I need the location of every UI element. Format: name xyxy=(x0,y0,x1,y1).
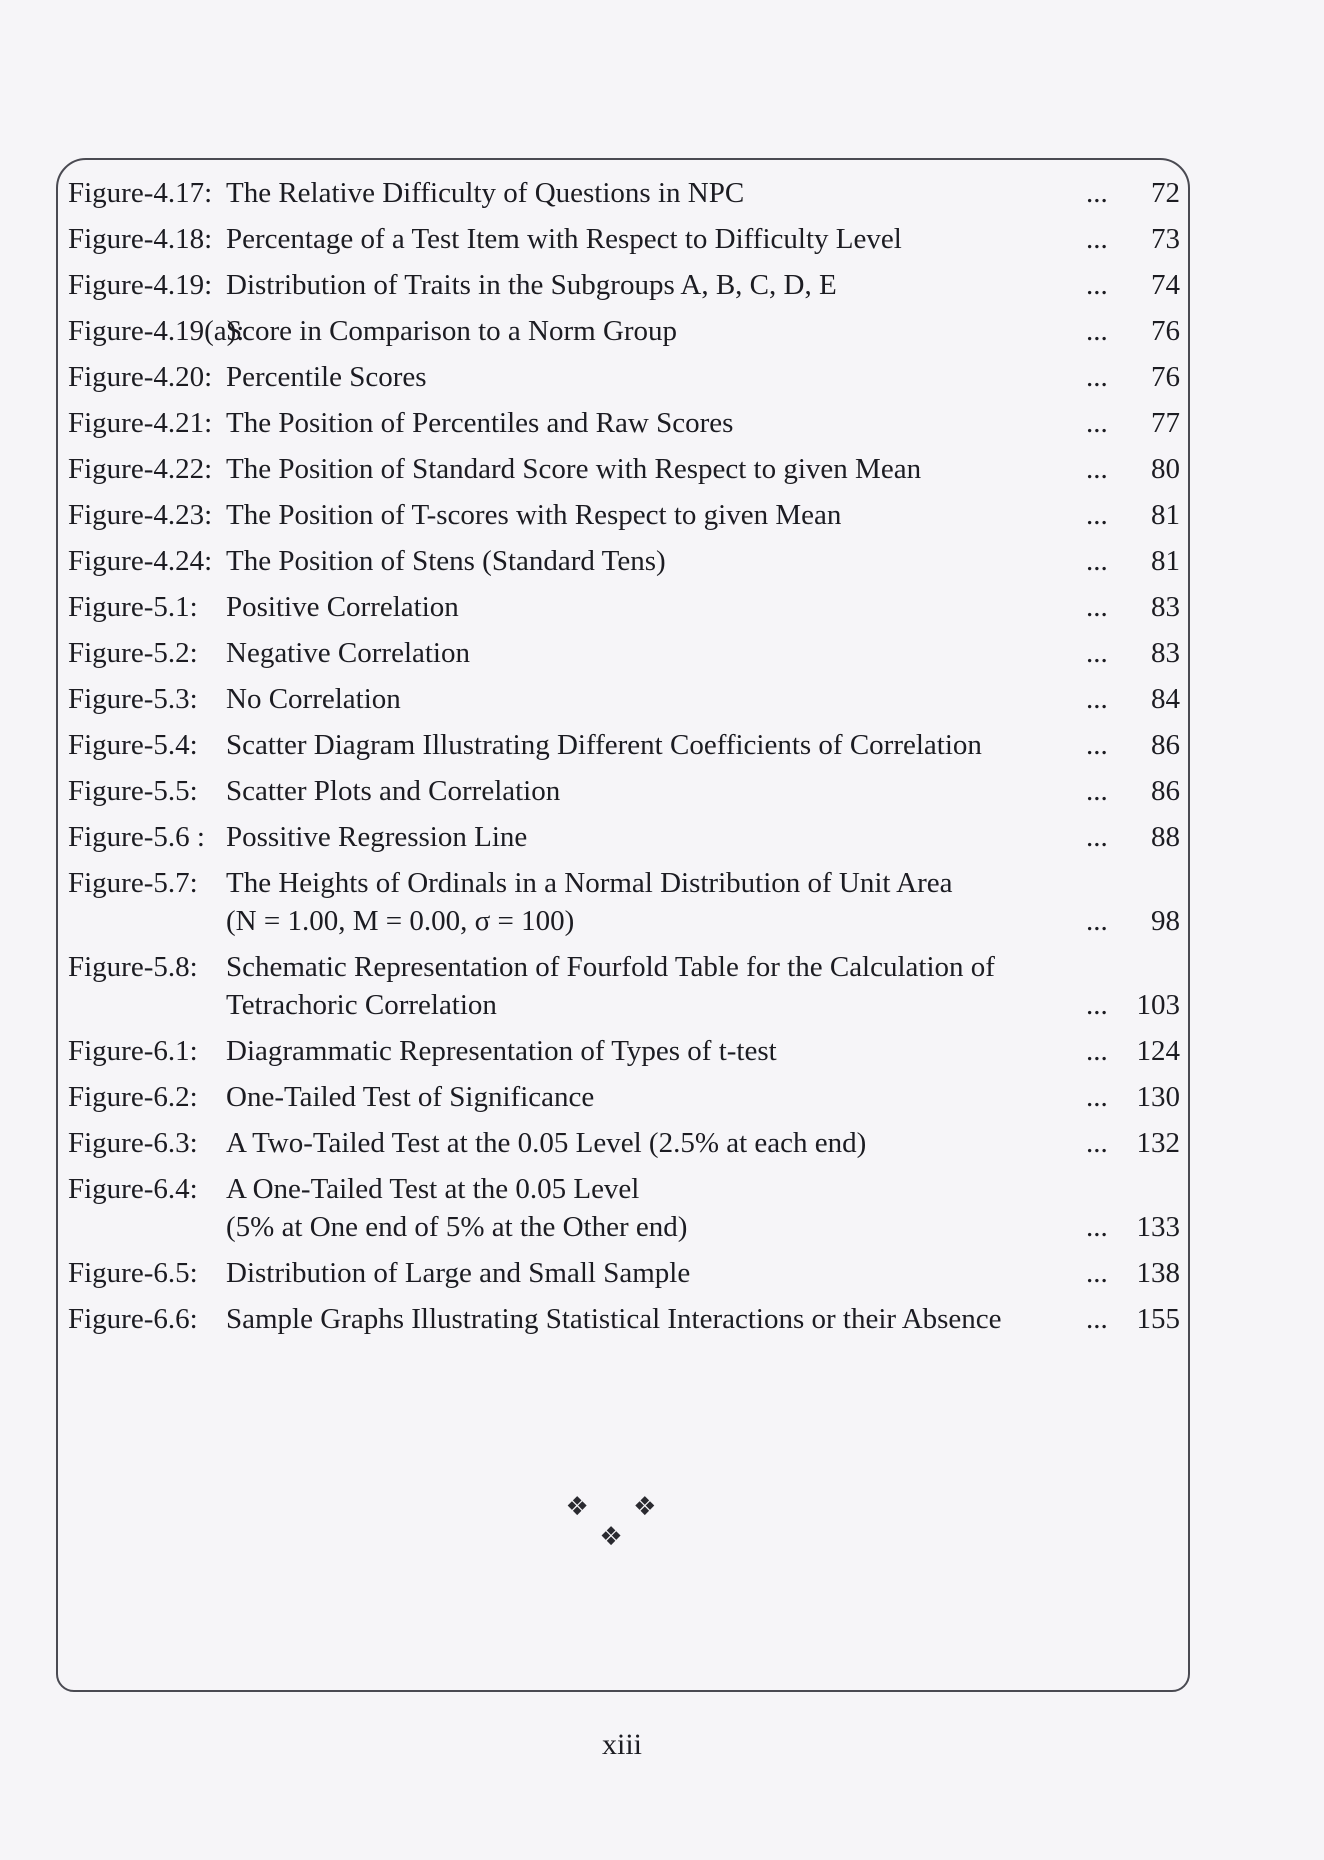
figure-title xyxy=(226,174,986,212)
leader-dots: ... xyxy=(1086,223,1108,255)
page-ref: 138 xyxy=(1136,1257,1180,1289)
leader-dots: ... xyxy=(1086,637,1108,669)
leader-dots: ... xyxy=(1086,1211,1108,1243)
figure-title-line: Possitive Regression Line xyxy=(226,821,528,853)
toc-entry[interactable] xyxy=(68,1254,1180,1292)
leader-dots: ... xyxy=(1086,729,1108,761)
toc-entry[interactable] xyxy=(68,634,1180,672)
figure-label: Figure-6.3: xyxy=(68,1127,198,1159)
figure-title xyxy=(226,266,986,304)
toc-entry[interactable] xyxy=(68,450,1180,488)
figure-title-line: Percentage of a Test Item with Respect to Difficulty Level xyxy=(226,223,902,255)
figure-title-line: The Position of Standard Score with Respect to given Mean xyxy=(226,453,922,485)
figure-title xyxy=(226,1254,986,1292)
figure-label: Figure-4.17: xyxy=(68,177,213,209)
section-ornament: ❖ ❖ ❖ xyxy=(565,1492,675,1552)
figure-title-line: The Relative Difficulty of Questions in NPC xyxy=(226,177,745,209)
page-ref: 132 xyxy=(1136,1127,1180,1159)
figure-title-line: Diagrammatic Representation of Types of t-test xyxy=(226,1035,777,1067)
figure-label: Figure-5.6 : xyxy=(68,821,205,853)
page-ref: 124 xyxy=(1136,1035,1180,1067)
figure-title-line: Positive Correlation xyxy=(226,591,459,623)
figure-label: Figure-5.1: xyxy=(68,591,198,623)
figure-title xyxy=(226,1124,986,1162)
figure-title-line: The Position of T-scores with Respect to given Mean xyxy=(226,499,842,531)
figure-label: Figure-5.2: xyxy=(68,637,198,669)
figure-label: Figure-6.1: xyxy=(68,1035,198,1067)
figure-title xyxy=(226,404,986,442)
leader-dots: ... xyxy=(1086,821,1108,853)
page-ref: 77 xyxy=(1151,407,1180,439)
figure-title xyxy=(226,1032,986,1070)
figure-label: Figure-6.6: xyxy=(68,1303,198,1335)
figure-title-line: Scatter Diagram Illustrating Different Coefficients of Correlation xyxy=(226,729,982,761)
leader-dots: ... xyxy=(1086,591,1108,623)
page-ref: 133 xyxy=(1136,1211,1180,1243)
toc-entry[interactable] xyxy=(68,1300,1180,1338)
list-of-figures xyxy=(68,174,1180,1346)
figure-title-line: (5% at One end of 5% at the Other end) xyxy=(226,1211,688,1243)
page-ref: 76 xyxy=(1151,315,1180,347)
toc-entry[interactable] xyxy=(68,588,1180,626)
leader-dots: ... xyxy=(1086,269,1108,301)
leader-dots: ... xyxy=(1086,1303,1108,1335)
figure-title xyxy=(226,1078,986,1116)
figure-title-line: Distribution of Large and Small Sample xyxy=(226,1257,691,1289)
page-ref: 98 xyxy=(1151,905,1180,937)
figure-label: Figure-4.22: xyxy=(68,453,213,485)
figure-title xyxy=(226,634,986,672)
leader-dots: ... xyxy=(1086,1127,1108,1159)
toc-entry[interactable] xyxy=(68,220,1180,258)
figure-title-line: Negative Correlation xyxy=(226,637,470,669)
figure-title xyxy=(226,450,986,488)
page-ref: 84 xyxy=(1151,683,1180,715)
leader-dots: ... xyxy=(1086,1035,1108,1067)
toc-entry[interactable] xyxy=(68,496,1180,534)
page-ref: 86 xyxy=(1151,729,1180,761)
page-ref: 83 xyxy=(1151,637,1180,669)
toc-entry[interactable] xyxy=(68,174,1180,212)
toc-entry[interactable] xyxy=(68,266,1180,304)
leader-dots: ... xyxy=(1086,361,1108,393)
figure-label: Figure-6.2: xyxy=(68,1081,198,1113)
toc-entry[interactable] xyxy=(68,864,1180,940)
leader-dots: ... xyxy=(1086,499,1108,531)
figure-label: Figure-4.18: xyxy=(68,223,213,255)
toc-entry[interactable] xyxy=(68,726,1180,764)
figure-title-line: A One-Tailed Test at the 0.05 Level xyxy=(226,1173,640,1205)
toc-entry[interactable] xyxy=(68,1170,1180,1246)
page-ref: 80 xyxy=(1151,453,1180,485)
page-ref: 103 xyxy=(1136,989,1180,1021)
figure-label: Figure-5.3: xyxy=(68,683,198,715)
figure-label: Figure-4.20: xyxy=(68,361,213,393)
leader-dots: ... xyxy=(1086,1081,1108,1113)
page-ref: 155 xyxy=(1136,1303,1180,1335)
figure-title-line: Scatter Plots and Correlation xyxy=(226,775,561,807)
figure-title-line: Percentile Scores xyxy=(226,361,427,393)
figure-title-line: The Heights of Ordinals in a Normal Distribution of Unit Area xyxy=(226,867,953,899)
figure-title-line: Distribution of Traits in the Subgroups A, B, C, D, E xyxy=(226,269,837,301)
figure-title-line: No Correlation xyxy=(226,683,401,715)
figure-label: Figure-4.21: xyxy=(68,407,213,439)
page-ref: 76 xyxy=(1151,361,1180,393)
figure-title xyxy=(226,1170,986,1246)
toc-entry[interactable] xyxy=(68,1032,1180,1070)
figure-title xyxy=(226,818,986,856)
figure-title-line: A Two-Tailed Test at the 0.05 Level (2.5% at each end) xyxy=(226,1127,867,1159)
figure-label: Figure-4.19(a): xyxy=(68,315,245,347)
page-ref: 86 xyxy=(1151,775,1180,807)
page-ref: 130 xyxy=(1136,1081,1180,1113)
leader-dots: ... xyxy=(1086,683,1108,715)
figure-label: Figure-5.7: xyxy=(68,867,198,899)
figure-title xyxy=(226,680,986,718)
figure-label: Figure-4.19: xyxy=(68,269,213,301)
leader-dots: ... xyxy=(1086,315,1108,347)
figure-title xyxy=(226,542,986,580)
leader-dots: ... xyxy=(1086,905,1108,937)
toc-entry[interactable] xyxy=(68,818,1180,856)
figure-title xyxy=(226,312,986,350)
toc-entry[interactable] xyxy=(68,948,1180,1024)
leader-dots: ... xyxy=(1086,177,1108,209)
figure-title xyxy=(226,1300,1002,1338)
leader-dots: ... xyxy=(1086,1257,1108,1289)
toc-entry[interactable] xyxy=(68,404,1180,442)
leader-dots: ... xyxy=(1086,453,1108,485)
toc-entry[interactable] xyxy=(68,1078,1180,1116)
figure-title xyxy=(226,496,986,534)
figure-title-line: The Position of Stens (Standard Tens) xyxy=(226,545,666,577)
toc-entry[interactable] xyxy=(68,358,1180,396)
figure-label: Figure-6.5: xyxy=(68,1257,198,1289)
figure-label: Figure-5.4: xyxy=(68,729,198,761)
figure-label: Figure-5.8: xyxy=(68,951,198,983)
figure-label: Figure-6.4: xyxy=(68,1173,198,1205)
figure-title-line: Schematic Representation of Fourfold Table for the Calculation of xyxy=(226,951,995,983)
leader-dots: ... xyxy=(1086,407,1108,439)
figure-title xyxy=(226,772,986,810)
figure-label: Figure-4.24: xyxy=(68,545,213,577)
leader-dots: ... xyxy=(1086,775,1108,807)
page-ref: 81 xyxy=(1151,499,1180,531)
page-ref: 74 xyxy=(1151,269,1180,301)
page-ref: 83 xyxy=(1151,591,1180,623)
figure-title xyxy=(226,864,986,940)
leader-dots: ... xyxy=(1086,989,1108,1021)
page-ref: 88 xyxy=(1151,821,1180,853)
figure-label: Figure-5.5: xyxy=(68,775,198,807)
figure-title-line: Score in Comparison to a Norm Group xyxy=(226,315,678,347)
figure-title-line: Tetrachoric Correlation xyxy=(226,989,497,1021)
figure-title xyxy=(226,726,986,764)
figure-title xyxy=(226,358,986,396)
toc-entry[interactable] xyxy=(68,680,1180,718)
figure-title-line: (N = 1.00, M = 0.00, σ = 100) xyxy=(226,905,575,937)
toc-entry[interactable] xyxy=(68,312,1180,350)
toc-entry[interactable] xyxy=(68,1124,1180,1162)
figure-title xyxy=(226,588,986,626)
page-number: xiii xyxy=(601,1728,642,1761)
figure-title xyxy=(226,948,995,1024)
page-ref: 81 xyxy=(1151,545,1180,577)
figure-label: Figure-4.23: xyxy=(68,499,213,531)
page-ref: 73 xyxy=(1151,223,1180,255)
toc-entry[interactable] xyxy=(68,542,1180,580)
figure-title xyxy=(226,220,986,258)
figure-title-line: Sample Graphs Illustrating Statistical Interactions or their Absence xyxy=(226,1303,1002,1335)
figure-title-line: One-Tailed Test of Significance xyxy=(226,1081,595,1113)
toc-entry[interactable] xyxy=(68,772,1180,810)
leader-dots: ... xyxy=(1086,545,1108,577)
figure-title-line: The Position of Percentiles and Raw Scores xyxy=(226,407,734,439)
page-ref: 72 xyxy=(1151,177,1180,209)
